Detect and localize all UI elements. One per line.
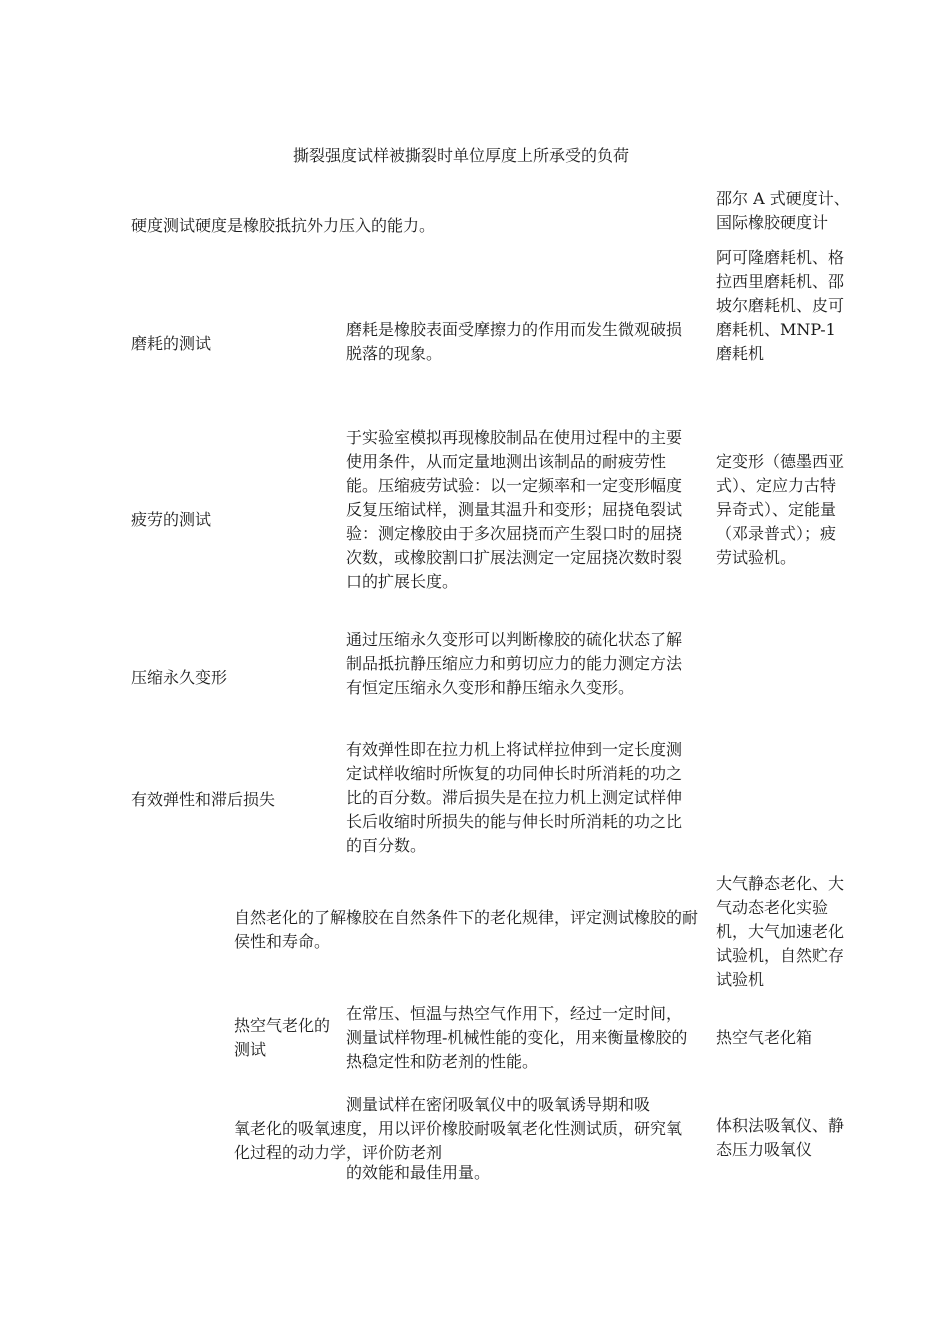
hot-air-aging-instruments: 热空气老化箱 [716,1028,813,1047]
oxygen-aging-description-tail: 的效能和最佳用量。 [346,1163,491,1182]
hardness-label: 硬度测试硬度是橡胶抵抗外力压入的能力。 [131,216,436,235]
resilience-label: 有效弹性和滞后损失 [131,790,276,809]
fatigue-label: 疲劳的测试 [131,510,212,529]
hardness-instruments: 邵尔 A 式硬度计、国际橡胶硬度计 [716,189,850,232]
hot-air-aging-label: 热空气老化的测试 [234,1016,331,1059]
oxygen-aging-label: 氧老化的吸氧速度，用以评价橡胶耐吸氧老化性测试质，研究氧化过程的动力学，评价防老剂 [234,1119,683,1162]
resilience-description: 有效弹性即在拉力机上将试样拉伸到一定长度测定试样收缩时所恢复的功同伸长时所消耗的功之比的百分数。滞后损失是在拉力机上测定试样伸长后收缩时所损失的能与伸长时所消耗的功之比的百分数。 [346,740,683,855]
abrasion-instruments: 阿可隆磨耗机、格拉西里磨耗机、邵坡尔磨耗机、皮可磨耗机、MNP-1 磨耗机 [716,248,845,363]
compression-set-description: 通过压缩永久变形可以判断橡胶的硫化状态了解制品抵抗静压缩应力和剪切应力的能力测定方法有恒定压缩永久变形和静压缩永久变形。 [346,630,683,697]
oxygen-aging-description: 测量试样在密闭吸氧仪中的吸氧诱导期和吸 [346,1095,651,1114]
natural-aging-instruments: 大气静态老化、大气动态老化实验机，大气加速老化试验机，自然贮存试验机 [716,874,845,989]
page-title: 撕裂强度试样被撕裂时单位厚度上所承受的负荷 [293,146,630,165]
fatigue-instruments: 定变形（德墨西亚式）、定应力古特异奇式）、定能量（邓录普式）；疲劳试验机。 [716,452,845,567]
hot-air-aging-description: 在常压、恒温与热空气作用下，经过一定时间，测量试样物理-机械性能的变化，用来衡量橡胶的热稳定性和防老剂的性能。 [346,1004,688,1071]
natural-aging-label: 自然老化的了解橡胶在自然条件下的老化规律，评定测试橡胶的耐侯性和寿命。 [234,908,699,951]
fatigue-description: 于实验室模拟再现橡胶制品在使用过程中的主要使用条件，从而定量地测出该制品的耐疲劳性能。压缩疲劳试验：以一定频率和一定变形幅度反复压缩试样，测量其温升和变形；屈挠龟裂试验：测定橡胶由于多次屈挠而产生裂口时的屈挠次数，或橡胶割口扩展法测定一定屈挠次数时裂口的扩展长度。 [346,428,683,591]
abrasion-description: 磨耗是橡胶表面受摩擦力的作用而发生微观破损脱落的现象。 [346,320,683,363]
oxygen-aging-instruments: 体积法吸氧仪、静态压力吸氧仪 [716,1116,845,1159]
compression-set-label: 压缩永久变形 [131,668,228,687]
abrasion-label: 磨耗的测试 [131,334,212,353]
